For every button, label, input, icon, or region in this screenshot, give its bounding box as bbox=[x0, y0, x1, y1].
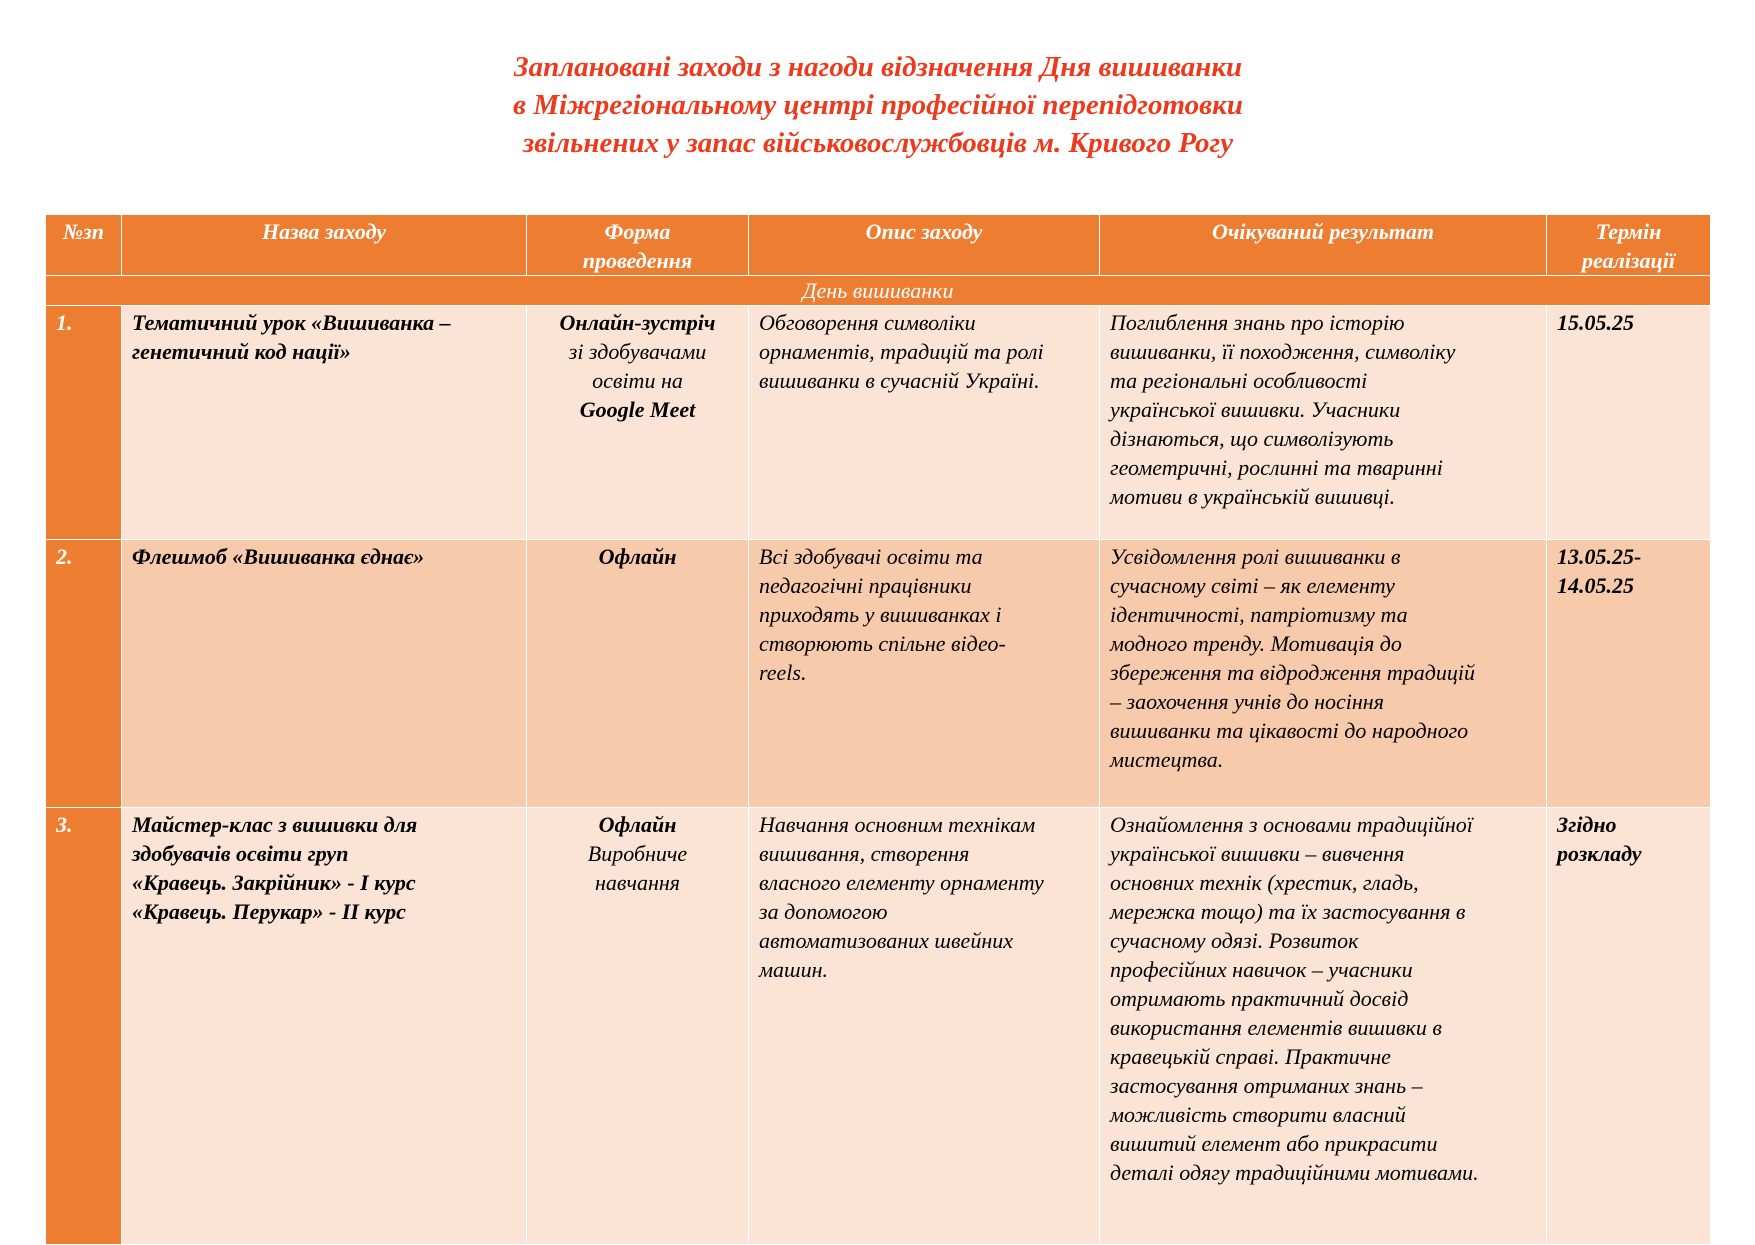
event-expected-result bbox=[1100, 306, 1547, 540]
cell-line: отримають практичний досвід bbox=[1110, 986, 1409, 1011]
cell-line: створюють спільне відео- bbox=[759, 631, 1006, 656]
cell-line: мережка тощо) та їх застосування в bbox=[1110, 899, 1466, 924]
cell-line: 14.05.25 bbox=[1557, 573, 1634, 598]
form-line: зі здобувачами bbox=[568, 339, 707, 364]
event-name bbox=[122, 540, 527, 808]
cell-line: «Кравець. Закрійник» - І курс bbox=[132, 870, 416, 895]
cell-line: здобувачів освіти груп bbox=[132, 841, 349, 866]
event-name bbox=[122, 306, 527, 540]
cell-line: Усвідомлення ролі вишиванки в bbox=[1110, 544, 1401, 569]
cell-line: Згідно bbox=[1557, 812, 1617, 837]
cell-line: приходять у вишиванках і bbox=[759, 602, 1002, 627]
cell-line: reels. bbox=[759, 660, 807, 685]
form-line: Офлайн bbox=[598, 544, 677, 569]
cell-line: генетичний код нації» bbox=[132, 339, 351, 364]
header-num: №зп bbox=[46, 215, 122, 276]
section-title: День вишиванки bbox=[46, 276, 1711, 306]
table-row bbox=[46, 540, 1711, 808]
event-description bbox=[749, 540, 1100, 808]
form-line: Онлайн-зустріч bbox=[559, 310, 716, 335]
cell-line: вишиванки та цікавості до народного bbox=[1110, 718, 1469, 743]
cell-line: Ознайомлення з основами традиційної bbox=[1110, 812, 1473, 837]
row-number: 2. bbox=[46, 540, 122, 808]
header-name: Назва заходу bbox=[122, 215, 527, 276]
cell-line: вишивання, створення bbox=[759, 841, 970, 866]
cell-line: за допомогою bbox=[759, 899, 888, 924]
table-row bbox=[46, 808, 1711, 1245]
event-form bbox=[527, 306, 749, 540]
cell-line: деталі одягу традиційними мотивами. bbox=[1110, 1160, 1479, 1185]
title-line: Заплановані заходи з нагоди відзначення Дня вишиванки bbox=[513, 51, 1243, 83]
header-result: Очікуваний результат bbox=[1100, 215, 1547, 276]
cell-line: можливість створити власний bbox=[1110, 1102, 1406, 1127]
cell-line: та регіональні особливості bbox=[1110, 368, 1368, 393]
cell-line: застосування отриманих знань – bbox=[1110, 1073, 1423, 1098]
cell-line: Майстер-клас з вишивки для bbox=[132, 812, 418, 837]
cell-line: 15.05.25 bbox=[1557, 310, 1634, 335]
cell-line: дізнаються, що символізують bbox=[1110, 426, 1394, 451]
cell-line: української вишивки – вивчення bbox=[1110, 841, 1405, 866]
cell-line: Всі здобувачі освіти та bbox=[759, 544, 983, 569]
cell-line: української вишивки. Учасники bbox=[1110, 397, 1401, 422]
cell-line: кравецькій справі. Практичне bbox=[1110, 1044, 1391, 1069]
event-description bbox=[749, 808, 1100, 1245]
event-expected-result bbox=[1100, 540, 1547, 808]
cell-line: сучасному одязі. Розвиток bbox=[1110, 928, 1359, 953]
cell-line: 13.05.25- bbox=[1557, 544, 1642, 569]
cell-line: автоматизованих швейних bbox=[759, 928, 1013, 953]
cell-line: мистецтва. bbox=[1110, 747, 1224, 772]
cell-line: збереження та відродження традицій bbox=[1110, 660, 1476, 685]
cell-line: вишиванки, її походження, символіку bbox=[1110, 339, 1456, 364]
cell-line: педагогічні працівники bbox=[759, 573, 972, 598]
header-description: Опис заходу bbox=[749, 215, 1100, 276]
events-table bbox=[45, 214, 1711, 1245]
row-number: 3. bbox=[46, 808, 122, 1245]
cell-line: використання елементів вишивки в bbox=[1110, 1015, 1442, 1040]
event-term bbox=[1547, 540, 1711, 808]
cell-line: Поглиблення знань про історію bbox=[1110, 310, 1405, 335]
title-line: в Міжрегіональному центрі професійної перепідготовки bbox=[513, 89, 1243, 121]
section-row bbox=[46, 276, 1711, 306]
cell-line: вишитий елемент або прикрасити bbox=[1110, 1131, 1438, 1156]
cell-line: Навчання основним технікам bbox=[759, 812, 1036, 837]
event-description bbox=[749, 306, 1100, 540]
cell-line: ідентичності, патріотизму та bbox=[1110, 602, 1408, 627]
event-form bbox=[527, 540, 749, 808]
cell-line: Тематичний урок «Вишиванка – bbox=[132, 310, 451, 335]
header-form: Форма проведення bbox=[527, 215, 749, 276]
event-term bbox=[1547, 808, 1711, 1245]
event-term bbox=[1547, 306, 1711, 540]
cell-line: вишиванки в сучасній Україні. bbox=[759, 368, 1040, 393]
cell-line: орнаментів, традицій та ролі bbox=[759, 339, 1044, 364]
form-line: Офлайн bbox=[598, 812, 677, 837]
cell-line: «Кравець. Перукар» - ІІ курс bbox=[132, 899, 406, 924]
event-expected-result bbox=[1100, 808, 1547, 1245]
cell-line: геометричні, рослинні та тваринні bbox=[1110, 455, 1443, 480]
title-line: звільнених у запас військовослужбовців м. Кривого Рогу bbox=[522, 127, 1234, 159]
cell-line: Флешмоб «Вишиванка єднає» bbox=[132, 544, 425, 569]
form-line: освіти на bbox=[592, 368, 683, 393]
cell-line: сучасному світі – як елементу bbox=[1110, 573, 1395, 598]
cell-line: модного тренду. Мотивація до bbox=[1110, 631, 1402, 656]
cell-line: власного елементу орнаменту bbox=[759, 870, 1044, 895]
cell-line: мотиви в українській вишивці. bbox=[1110, 484, 1396, 509]
cell-line: розкладу bbox=[1557, 841, 1642, 866]
cell-line: машин. bbox=[759, 957, 829, 982]
row-number: 1. bbox=[46, 306, 122, 540]
table-row bbox=[46, 306, 1711, 540]
form-line: Виробниче bbox=[587, 841, 688, 866]
header-term: Термін реалізації bbox=[1547, 215, 1711, 276]
table-header-row bbox=[46, 215, 1711, 276]
cell-line: професійних навичок – учасники bbox=[1110, 957, 1413, 982]
form-line: Google Meet bbox=[579, 397, 696, 422]
cell-line: – заохочення учнів до носіння bbox=[1110, 689, 1384, 714]
cell-line: основних технік (хрестик, гладь, bbox=[1110, 870, 1419, 895]
cell-line: Обговорення символіки bbox=[759, 310, 976, 335]
event-form bbox=[527, 808, 749, 1245]
document-title bbox=[0, 48, 1755, 162]
form-line: навчання bbox=[594, 870, 680, 895]
event-name bbox=[122, 808, 527, 1245]
